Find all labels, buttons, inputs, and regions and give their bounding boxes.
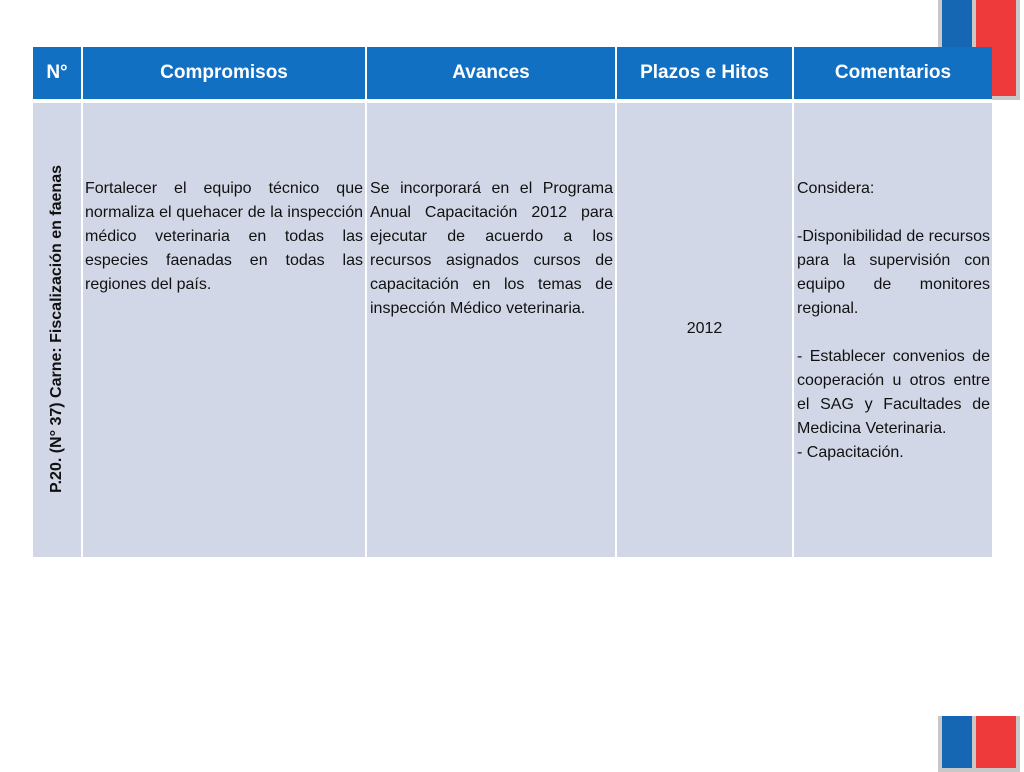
header-comentarios: Comentarios	[794, 47, 992, 103]
table-row	[33, 103, 992, 557]
header-plazos: Plazos e Hitos	[617, 47, 794, 103]
cell-avances	[367, 103, 617, 557]
compromisos-text: Fortalecer el equipo técnico que normaliza el quehacer de la inspección médico veterinaria en todas las especies faenadas en todas las regiones del país.	[85, 180, 363, 293]
comentarios-item-1: -Disponibilidad de recursos para la supervisión con equipo de monitores regional.	[797, 228, 990, 317]
header-compromisos: Compromisos	[83, 47, 367, 103]
plazos-text: 2012	[686, 320, 723, 337]
comentarios-block	[794, 103, 992, 465]
comentarios-intro: Considera:	[797, 180, 875, 197]
cell-plazos	[617, 103, 794, 557]
header-numero: N°	[33, 47, 83, 103]
cell-numero	[33, 103, 83, 557]
table-header-row	[33, 47, 992, 103]
header-avances: Avances	[367, 47, 617, 103]
flag-red-stripe	[976, 716, 1016, 768]
comentarios-item-2: - Establecer convenios de cooperación u otros entre el SAG y Facultades de Medicina Veterinaria.	[797, 348, 990, 437]
flag-blue-stripe	[942, 716, 972, 768]
cell-compromisos	[83, 103, 367, 557]
flag-decoration-bottom	[942, 716, 1016, 768]
avances-text: Se incorporará en el Programa Anual Capacitación 2012 para ejecutar de acuerdo a los recursos asignados cursos de capacitación en los temas de inspección Médico veterinaria.	[370, 180, 613, 317]
row-id-label: P.20. (N° 37) Carne: Fiscalización en faenas	[48, 164, 65, 494]
cell-comentarios	[794, 103, 992, 557]
comentarios-item-3: - Capacitación.	[797, 444, 904, 461]
commitments-table	[33, 47, 992, 557]
